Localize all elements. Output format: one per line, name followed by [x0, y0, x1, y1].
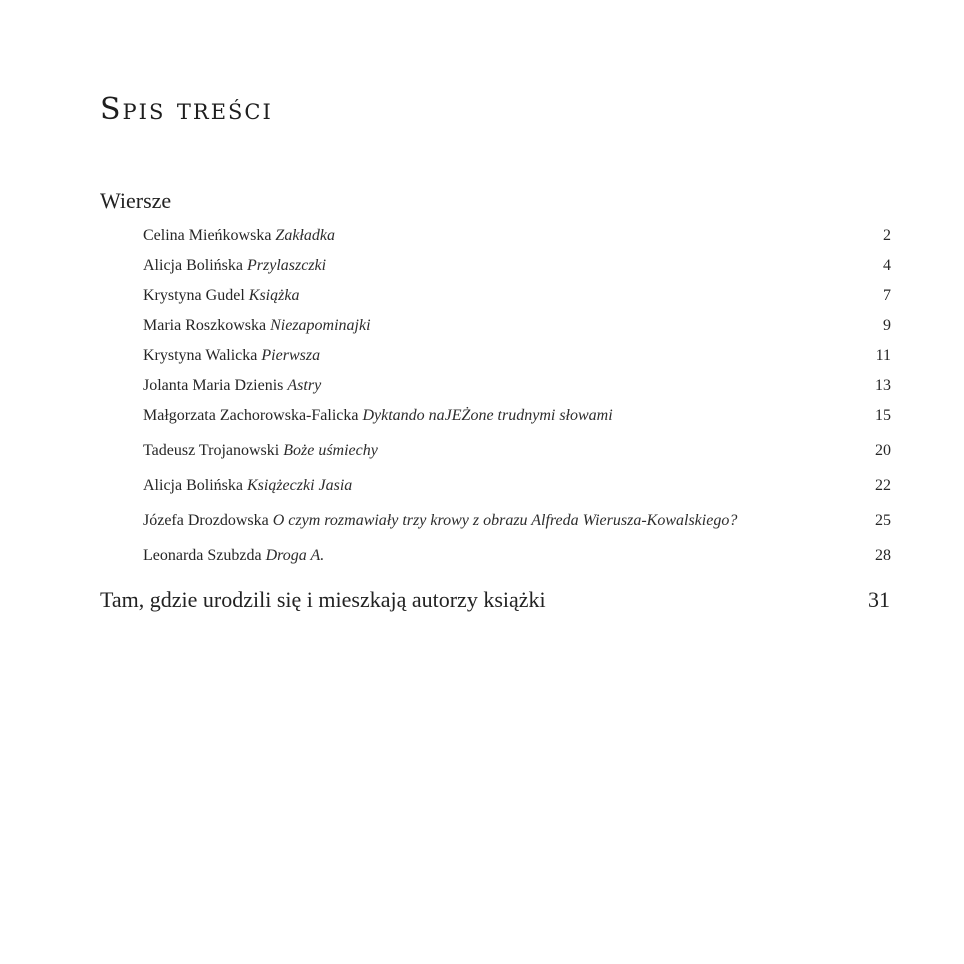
- entry-author: Małgorzata Zachorowska-Falicka: [143, 407, 359, 424]
- entry-page-number: 22: [875, 477, 891, 494]
- toc-entry[interactable]: [143, 511, 891, 546]
- entry-work-title: Książeczki Jasia: [246, 477, 353, 494]
- final-entry-page-number: 31: [868, 587, 890, 612]
- entry-page-number: 25: [875, 512, 891, 529]
- toc-entry[interactable]: [143, 376, 891, 406]
- entry-work-title: Pierwsza: [261, 347, 321, 364]
- toc-entry[interactable]: [143, 441, 891, 476]
- entry-work-title: O czym rozmawiały trzy krowy z obrazu Alfreda Wierusza-Kowalskiego?: [272, 512, 738, 529]
- entry-author: Krystyna Gudel: [143, 287, 245, 304]
- page-title: Spis treści: [100, 92, 273, 127]
- entry-work-title: Przylaszczki: [246, 257, 327, 274]
- entry-page-number: 11: [875, 347, 891, 364]
- entry-page-number: 9: [883, 317, 891, 334]
- entry-author: Leonarda Szubzda: [143, 547, 262, 564]
- toc-entry-authors-places[interactable]: [100, 586, 890, 614]
- entry-author: Alicja Bolińska: [143, 257, 243, 274]
- entry-work-title: Książka: [248, 287, 300, 304]
- toc-entry[interactable]: [143, 286, 891, 316]
- entry-author: Józefa Drozdowska: [143, 512, 269, 529]
- toc-entry[interactable]: [143, 346, 891, 376]
- section-heading: Wiersze: [100, 188, 172, 213]
- toc-entry[interactable]: [143, 546, 891, 576]
- toc-entry-list: [143, 226, 891, 576]
- toc-entry[interactable]: [143, 256, 891, 286]
- final-entry-label: Tam, gdzie urodzili się i mieszkają autorzy książki: [100, 587, 546, 612]
- entry-page-number: 20: [875, 442, 891, 459]
- entry-author: Celina Mieńkowska: [143, 227, 272, 244]
- entry-page-number: 7: [883, 287, 891, 304]
- entry-work-title: Dyktando naJEŻone trudnymi słowami: [362, 407, 613, 424]
- entry-work-title: Droga A.: [265, 547, 325, 564]
- entry-page-number: 28: [875, 547, 891, 564]
- entry-page-number: 15: [875, 407, 891, 424]
- entry-author: Alicja Bolińska: [143, 477, 243, 494]
- toc-entry[interactable]: [143, 476, 891, 511]
- entry-page-number: 4: [883, 257, 891, 274]
- entry-author: Maria Roszkowska: [143, 317, 267, 334]
- toc-entry[interactable]: [143, 226, 891, 256]
- toc-entry[interactable]: [143, 406, 891, 441]
- entry-work-title: Boże uśmiechy: [283, 442, 378, 459]
- entry-page-number: 13: [875, 377, 891, 394]
- entry-work-title: Astry: [287, 377, 322, 394]
- entry-author: Tadeusz Trojanowski: [143, 442, 280, 459]
- entry-work-title: Niezapominajki: [270, 317, 371, 334]
- toc-entry[interactable]: [143, 316, 891, 346]
- entry-work-title: Zakładka: [275, 227, 335, 244]
- entry-author: Jolanta Maria Dzienis: [143, 377, 284, 394]
- entry-author: Krystyna Walicka: [143, 347, 258, 364]
- entry-page-number: 2: [883, 227, 891, 244]
